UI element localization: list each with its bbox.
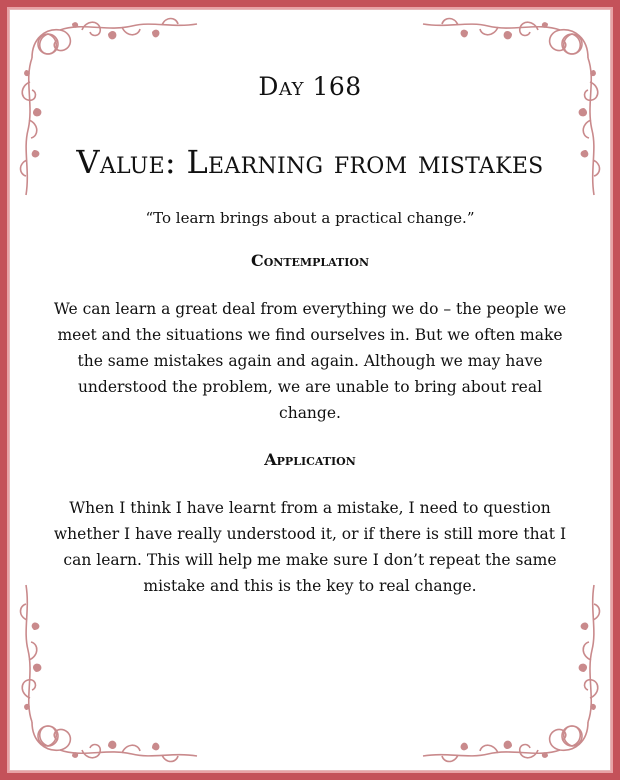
contemplation-text: We can learn a great deal from everything we do – the people we meet and the situations we find ourselves in. But we often make the same mistakes again and again. Although we may have understood the problem, we are unable to bring about real change. [53,300,567,422]
quote: “To learn brings about a practical change.” [145,209,475,227]
application-heading: Application [264,450,356,469]
application-text: When I think I have learnt from a mistake, I need to question whether I have really understood it, or if there is still more that I can learn. This will help me make sure I don’t repeat the same mistake and this is the key to real change. [53,499,567,595]
day-label: Day 168 [258,72,362,101]
page-title: Value: Learning from mistakes [76,143,544,181]
page-content [52,72,568,623]
contemplation-heading: Contemplation [250,251,370,270]
